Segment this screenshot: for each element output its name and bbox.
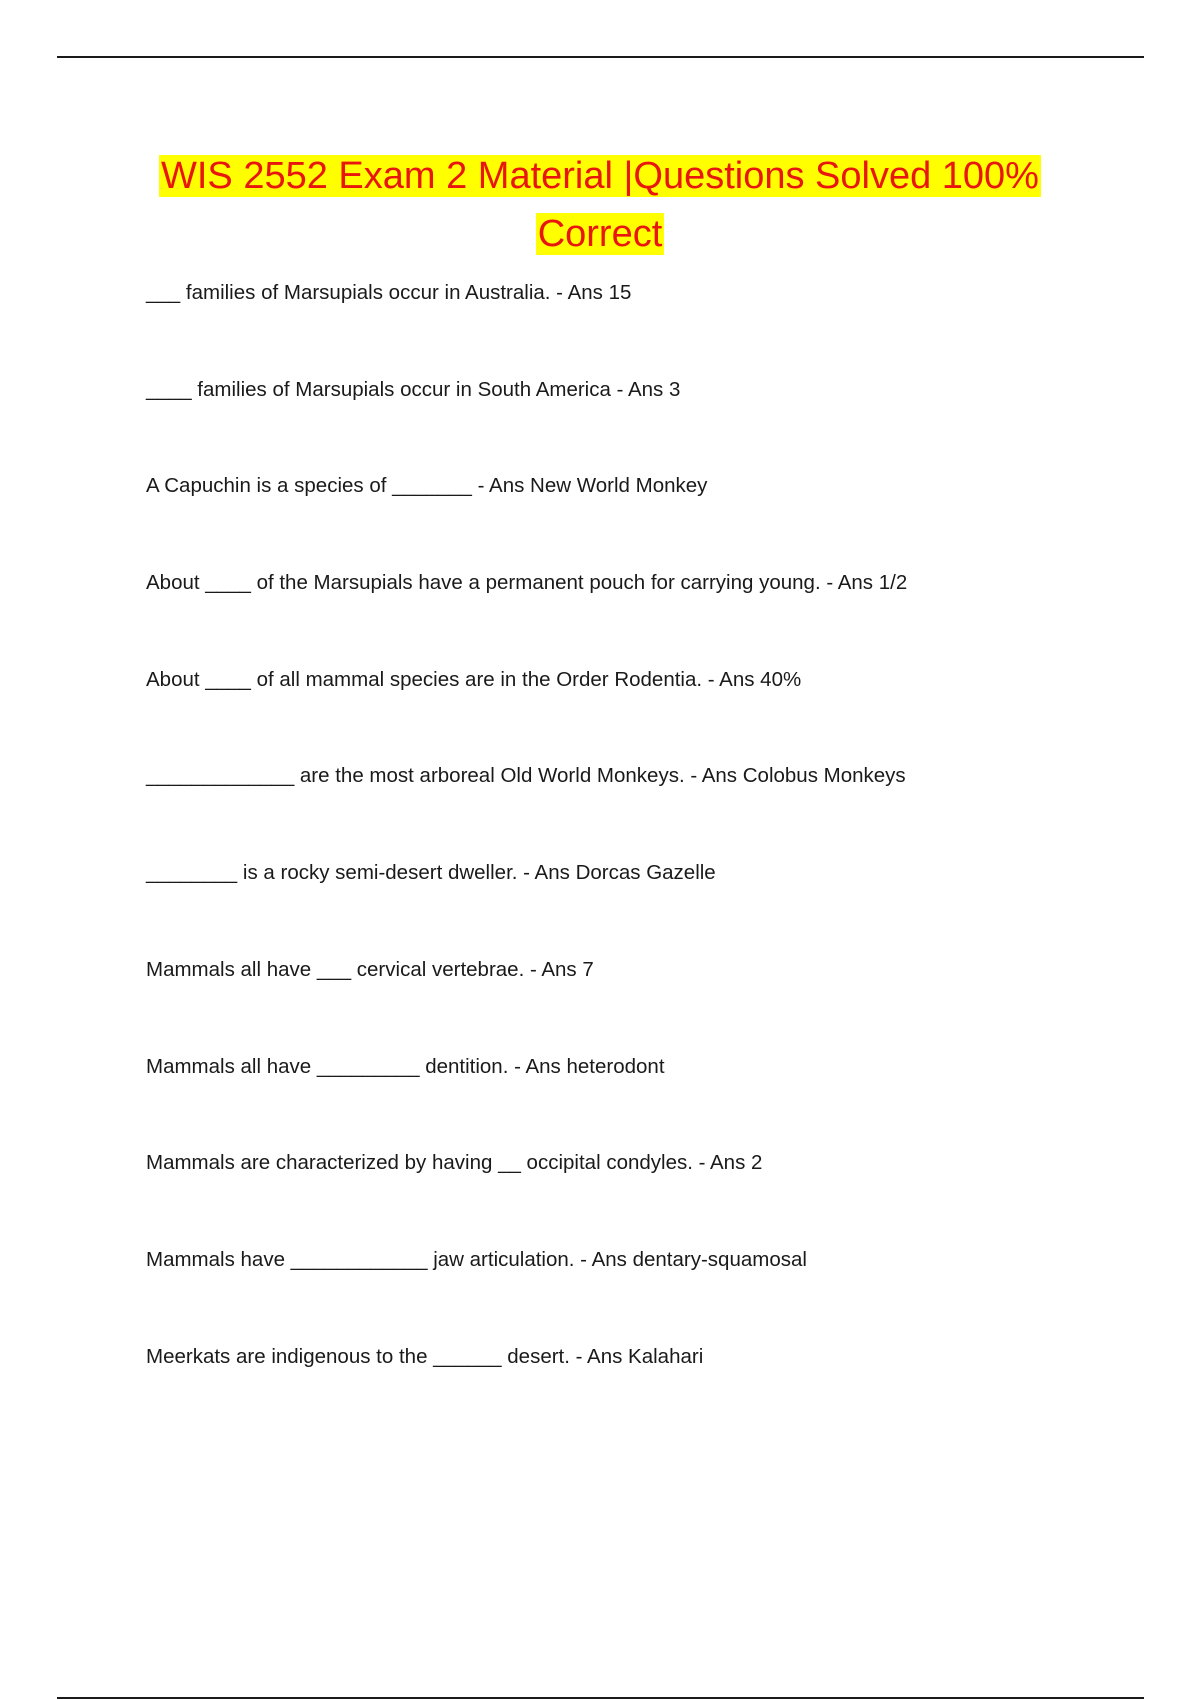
footer-rule xyxy=(57,1697,1144,1699)
qa-item: ________ is a rocky semi-desert dweller. - Ans Dorcas Gazelle xyxy=(146,861,716,885)
qa-item: Mammals have ____________ jaw articulation. - Ans dentary-squamosal xyxy=(146,1247,807,1271)
title-line-1: WIS 2552 Exam 2 Material |Questions Solved 100% xyxy=(161,155,1039,197)
qa-item: A Capuchin is a species of _______ - Ans New World Monkey xyxy=(146,474,708,498)
qa-item: Meerkats are indigenous to the ______ desert. - Ans Kalahari xyxy=(146,1344,704,1368)
header-rule xyxy=(57,56,1144,58)
qa-item: Mammals all have _________ dentition. - Ans heterodont xyxy=(146,1054,665,1078)
qa-item: ____ families of Marsupials occur in South America - Ans 3 xyxy=(146,377,681,401)
qa-item: _____________ are the most arboreal Old World Monkeys. - Ans Colobus Monkeys xyxy=(146,764,906,788)
page-title xyxy=(0,147,1200,263)
qa-item: Mammals all have ___ cervical vertebrae. - Ans 7 xyxy=(146,957,594,981)
qa-item: ___ families of Marsupials occur in Australia. - Ans 15 xyxy=(146,281,632,304)
title-line-2: Correct xyxy=(537,213,663,255)
qa-item: About ____ of the Marsupials have a permanent pouch for carrying young. - Ans 1/2 xyxy=(146,571,908,595)
qa-item: About ____ of all mammal species are in the Order Rodentia. - Ans 40% xyxy=(146,667,802,691)
qa-item: Mammals are characterized by having __ occipital condyles. - Ans 2 xyxy=(146,1151,763,1175)
question-answer-list xyxy=(146,280,1146,1440)
